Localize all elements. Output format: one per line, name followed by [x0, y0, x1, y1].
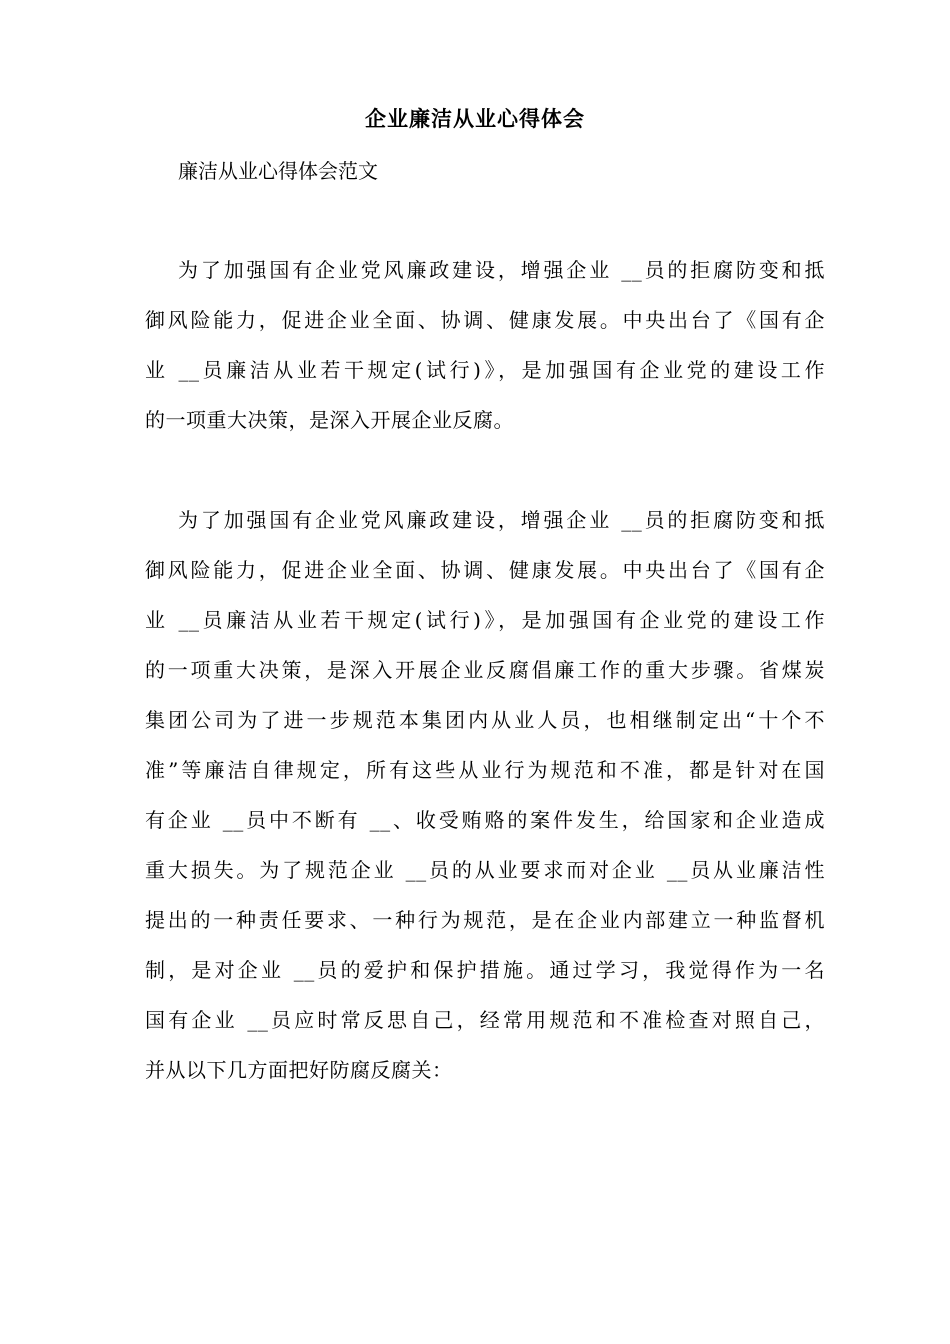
paragraph-line: 制，是对企业 __员的爱护和保护措施。通过学习，我觉得作为一名 [145, 958, 825, 982]
paragraph-line: 业 __员廉洁从业若干规定(试行)》，是加强国有企业党的建设工作 [145, 608, 825, 632]
paragraph-line: 的一项重大决策，是深入开展企业反腐倡廉工作的重大步骤。省煤炭 [145, 658, 825, 682]
paragraph [145, 245, 825, 445]
paragraph-line: 御风险能力，促进企业全面、协调、健康发展。中央出台了《国有企 [145, 308, 825, 332]
paragraph-line: 御风险能力，促进企业全面、协调、健康发展。中央出台了《国有企 [145, 558, 825, 582]
paragraph-line: 并从以下几方面把好防腐反腐关： [145, 1058, 453, 1082]
paragraph-line: 业 __员廉洁从业若干规定(试行)》，是加强国有企业党的建设工作 [145, 358, 825, 382]
paragraph-line: 提出的一种责任要求、一种行为规范，是在企业内部建立一种监督机 [145, 908, 825, 932]
document-subtitle: 廉洁从业心得体会范文 [178, 159, 378, 183]
paragraph-line: 准”等廉洁自律规定，所有这些从业行为规范和不准，都是针对在国 [145, 758, 825, 782]
paragraph [145, 495, 825, 1095]
paragraph-line: 重大损失。为了规范企业 __员的从业要求而对企业 __员从业廉洁性 [145, 858, 825, 882]
paragraph-line: 为了加强国有企业党风廉政建设，增强企业 __员的拒腐防变和抵 [178, 508, 825, 532]
paragraph-line: 集团公司为了进一步规范本集团内从业人员，也相继制定出“十个不 [145, 708, 825, 732]
paragraph-line: 为了加强国有企业党风廉政建设，增强企业 __员的拒腐防变和抵 [178, 258, 825, 282]
paragraph-line: 的一项重大决策，是深入开展企业反腐。 [145, 408, 514, 432]
document-title: 企业廉洁从业心得体会 [365, 106, 585, 131]
paragraph-line: 国有企业 __员应时常反思自己，经常用规范和不准检查对照自己， [145, 1008, 825, 1032]
paragraph-line: 有企业 __员中不断有 __、收受贿赂的案件发生，给国家和企业造成 [145, 808, 825, 832]
